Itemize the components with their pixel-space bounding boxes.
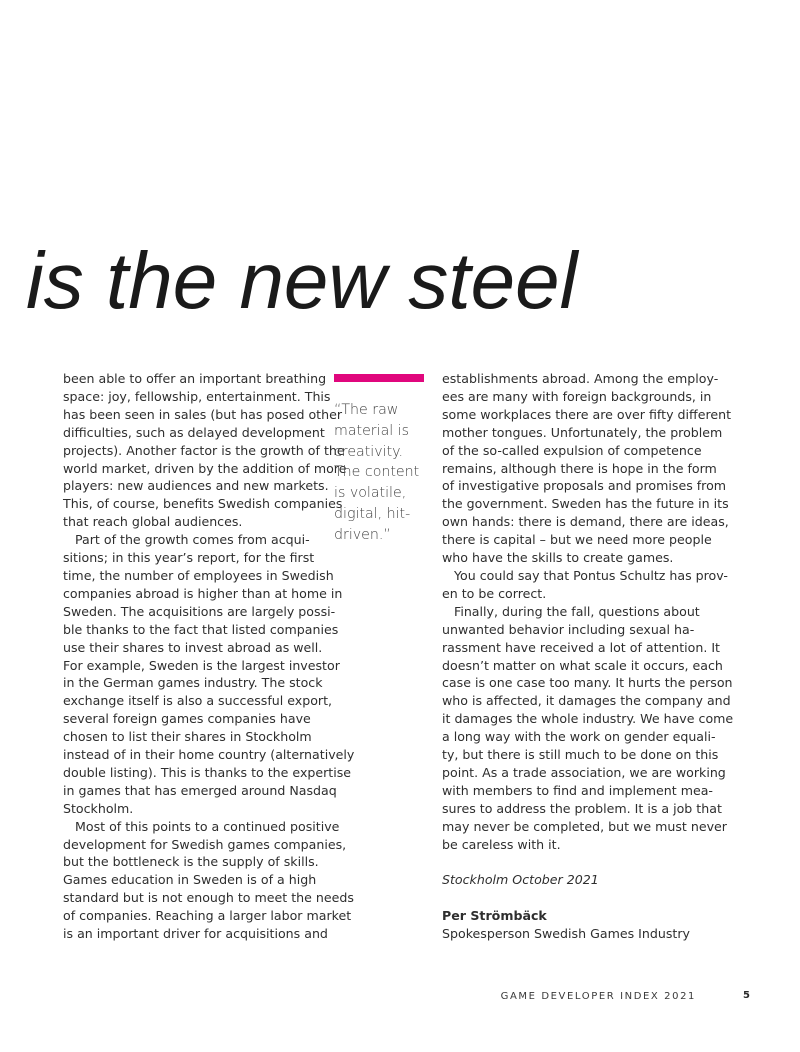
body-line: be careless with it. — [442, 836, 561, 852]
body-line: who is affected, it damages the company and — [442, 693, 731, 709]
body-line: standard but is not enough to meet the needs — [63, 890, 354, 906]
body-line: rassment have received a lot of attention. It — [442, 639, 720, 655]
body-line: difficulties, such as delayed development — [63, 424, 325, 440]
page-number: 5 — [743, 990, 750, 1001]
body-line: double listing). This is thanks to the expertise — [63, 764, 352, 780]
body-line: case is one case too many. It hurts the person — [442, 675, 733, 691]
body-line: projects). Another factor is the growth of the — [63, 442, 345, 458]
body-line: several foreign games companies have — [63, 711, 311, 727]
body-line: who have the skills to create games. — [442, 550, 674, 566]
pull-quote-line: driven.” — [334, 526, 391, 543]
body-line: with members to find and implement mea- — [442, 782, 713, 798]
pull-quote-line: digital, hit- — [334, 505, 411, 522]
left-column — [63, 370, 355, 943]
body-line: of companies. Reaching a larger labor market — [63, 908, 352, 924]
body-line: a long way with the work on gender equali- — [442, 729, 716, 745]
body-line: development for Swedish games companies, — [63, 836, 347, 852]
body-line: has been seen in sales (but has posed other — [63, 406, 343, 422]
body-line: in games that has emerged around Nasdaq — [63, 782, 337, 798]
pull-quote-line: material is — [334, 422, 410, 439]
body-line: exchange itself is also a successful export, — [63, 693, 333, 709]
pull-quote-line: “The raw — [334, 402, 399, 418]
body-line: time, the number of employees in Swedish — [63, 567, 334, 583]
body-line: companies abroad is higher than at home in — [63, 585, 343, 601]
pull-quote — [334, 400, 426, 546]
body-line: the government. Sweden has the future in its — [442, 496, 729, 512]
body-line: players: new audiences and new markets. — [63, 478, 329, 494]
pull-quote-line: is volatile, — [334, 485, 407, 502]
body-line: is an important driver for acquisitions and — [63, 926, 328, 942]
body-line: may never be completed, but we must never — [442, 818, 727, 834]
footer-publication-title: GAME DEVELOPER INDEX 2021 — [500, 991, 696, 1002]
headline: is the new steel — [26, 236, 578, 325]
body-line: of investigative proposals and promises from — [442, 478, 727, 494]
body-line: remains, although there is hope in the form — [442, 460, 717, 476]
body-line: establishments abroad. Among the employ- — [442, 371, 719, 386]
body-line: This, of course, benefits Swedish companies — [63, 496, 343, 512]
body-line: use their shares to invest abroad as well. — [63, 639, 323, 655]
body-line: mother tongues. Unfortunately, the problem — [442, 424, 723, 440]
spacer — [442, 853, 700, 871]
body-line: Games education in Sweden is of a high — [63, 872, 317, 888]
body-line: ees are many with foreign backgrounds, in — [442, 388, 712, 404]
body-line: Part of the growth comes from acqui- — [75, 532, 310, 548]
body-line: For example, Sweden is the largest investor — [63, 657, 340, 673]
body-line: ty, but there is still much to be done on this — [442, 747, 719, 763]
body-line: instead of in their home country (alternatively — [63, 747, 355, 763]
author-name: Per Strömbäck — [442, 908, 547, 924]
author-title: Spokesperson Swedish Games Industry — [442, 926, 690, 942]
pull-quote-line: The content — [334, 464, 420, 481]
body-line: sitions; in this year’s report, for the first — [63, 550, 315, 566]
body-line: sures to address the problem. It is a job that — [442, 800, 722, 816]
body-line: in the German games industry. The stock — [63, 675, 323, 691]
body-line: some workplaces there are over fifty different — [442, 406, 732, 422]
pull-quote-accent-bar — [334, 374, 424, 382]
body-line: ble thanks to the fact that listed companies — [63, 621, 339, 637]
body-line: doesn’t matter on what scale it occurs, each — [442, 657, 723, 673]
place-date: Stockholm October 2021 — [442, 872, 599, 888]
body-line: it damages the whole industry. We have come — [442, 711, 734, 727]
body-line: chosen to list their shares in Stockholm — [63, 729, 312, 745]
body-line: You could say that Pontus Schultz has prov- — [454, 567, 728, 583]
body-line: Sweden. The acquisitions are largely possi- — [63, 603, 336, 619]
body-line: space: joy, fellowship, entertainment. This — [63, 388, 331, 404]
body-line: Stockholm. — [63, 800, 134, 816]
body-line: point. As a trade association, we are working — [442, 764, 726, 780]
body-line: own hands: there is demand, there are ideas, — [442, 514, 729, 530]
body-line: of the so-called expulsion of competence — [442, 442, 702, 458]
body-line: unwanted behavior including sexual ha- — [442, 621, 695, 637]
body-line: that reach global audiences. — [63, 514, 243, 530]
right-column — [442, 370, 734, 943]
body-line: there is capital – but we need more people — [442, 532, 712, 548]
body-line: been able to offer an important breathing — [63, 371, 327, 386]
body-line: world market, driven by the addition of more — [63, 460, 347, 476]
body-line: but the bottleneck is the supply of skills. — [63, 854, 319, 870]
body-line: en to be correct. — [442, 585, 547, 601]
spacer — [442, 889, 700, 907]
body-line: Finally, during the fall, questions about — [454, 603, 700, 619]
pull-quote-line: creativity. — [334, 443, 404, 460]
body-line: Most of this points to a continued positive — [75, 818, 340, 834]
